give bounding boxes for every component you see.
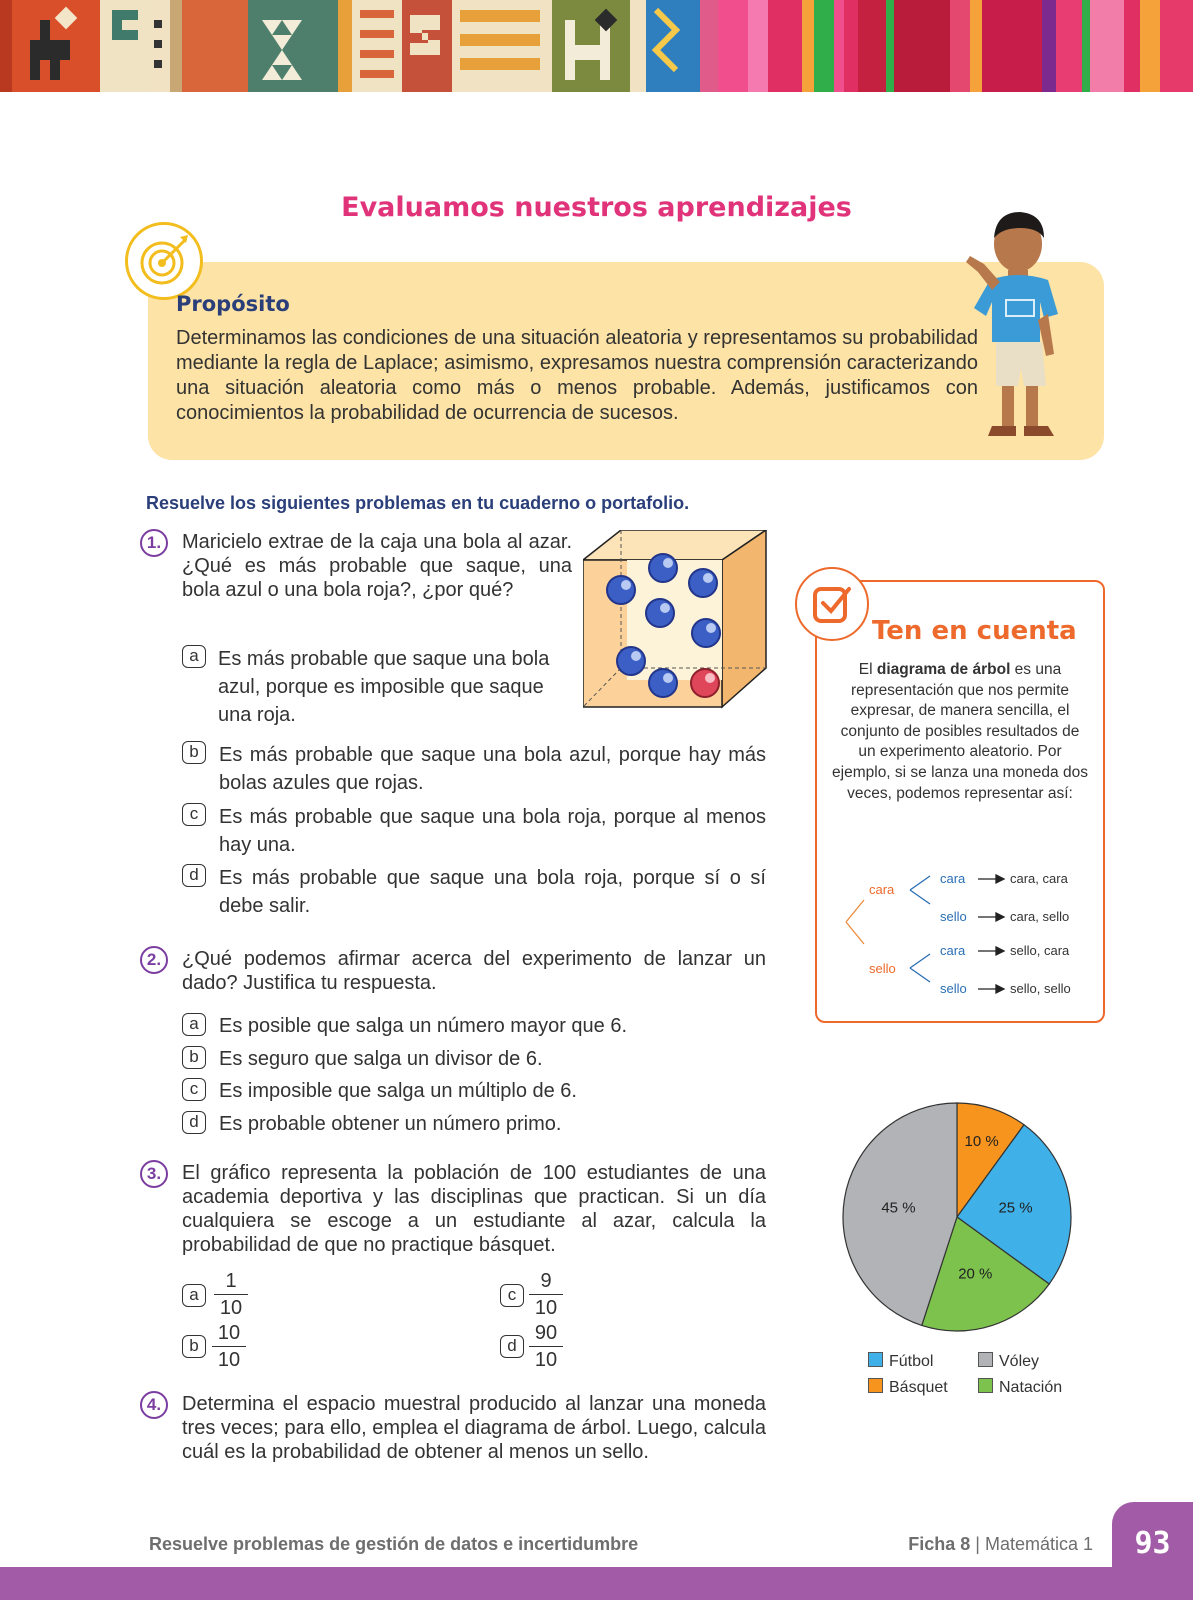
- option-2b: Es seguro que salga un divisor de 6.: [219, 1048, 543, 1070]
- question-number-4: 4.: [140, 1391, 168, 1419]
- legend-voley: [978, 1352, 1039, 1371]
- subject-label: Matemática 1: [984, 1534, 1093, 1554]
- numerator: 9: [540, 1270, 552, 1292]
- footer-separator: |: [970, 1534, 985, 1554]
- red-ball: [691, 669, 719, 697]
- tree-second-2: sello: [940, 909, 967, 924]
- blue-ball: [617, 647, 645, 675]
- pie-label-fútbol: 25 %: [998, 1199, 1033, 1217]
- question-number-1: 1.: [140, 529, 168, 557]
- tip-text-end: es una representación que nos permite expresar, de manera sencilla, el conjunto de posibles resultados de un experimento aleatorio. Por ejemplo, si se lanza una moneda dos veces, podemos representar así:: [832, 661, 1088, 802]
- blue-ball: [689, 569, 717, 597]
- fraction-3a: [214, 1269, 248, 1320]
- footer-competency: Resuelve problemas de gestión de datos e incertidumbre: [149, 1534, 639, 1554]
- option-letter-2a: a: [182, 1013, 206, 1036]
- option-letter-1a: a: [182, 645, 206, 668]
- question-1-text: Maricielo extrae de la caja una bola al azar. ¿Qué es más probable que saque, una bola azul o una bola roja?, ¿por qué?: [182, 531, 572, 601]
- textile-pattern-image: [0, 0, 1193, 92]
- legend-label: Vóley: [999, 1353, 1040, 1370]
- option-1b: Es más probable que saque una bola azul, porque hay más bolas azules que rojas.: [219, 744, 766, 794]
- option-letter-3a: a: [182, 1284, 206, 1307]
- blue-ball: [649, 669, 677, 697]
- legend-futbol: [868, 1352, 933, 1371]
- option-letter-2c: c: [182, 1078, 206, 1101]
- tip-text-start: El: [858, 661, 877, 678]
- tip-title: Ten en cuenta: [872, 616, 1077, 646]
- question-3-text: El gráfico representa la población de 100 estudiantes de una academia deportiva y las disciplinas que practican. Si un día cualquiera se escoge a un estudiante al azar, calcula la probabilidad de que no practique básquet.: [182, 1162, 766, 1256]
- tip-text: [832, 660, 1088, 804]
- option-2a: Es posible que salga un número mayor que 6.: [219, 1015, 628, 1037]
- option-1a: Es más probable que saque una bola azul, porque es imposible que saque una roja.: [218, 648, 550, 726]
- pie-label-básquet: 10 %: [964, 1133, 999, 1151]
- tree-first-1: cara: [869, 882, 895, 897]
- legend-swatch: [868, 1378, 883, 1393]
- denominator: 10: [219, 1297, 243, 1319]
- tree-first-2: sello: [869, 961, 896, 976]
- numerator: 90: [534, 1322, 558, 1344]
- footer-band: [0, 1567, 1193, 1600]
- blue-ball: [646, 599, 674, 627]
- option-letter-1b: b: [182, 741, 206, 764]
- legend-swatch: [978, 1378, 993, 1393]
- option-1c: Es más probable que saque una bola roja, porque al menos hay una.: [219, 806, 766, 856]
- option-letter-1c: c: [182, 803, 206, 826]
- student-illustration: [956, 210, 1096, 465]
- legend-label: Fútbol: [889, 1353, 934, 1370]
- tree-second-1: cara: [940, 871, 966, 886]
- sports-pie-chart: [840, 1100, 1090, 1355]
- denominator: 10: [534, 1297, 558, 1319]
- option-2d: Es probable obtener un número primo.: [219, 1113, 562, 1135]
- purpose-heading: Propósito: [176, 292, 290, 316]
- page-number: 93: [1134, 1526, 1171, 1561]
- target-icon: [125, 222, 203, 300]
- numerator: 10: [217, 1322, 241, 1344]
- question-number-3: 3.: [140, 1160, 168, 1188]
- legend-swatch: [868, 1352, 883, 1367]
- fraction-3d: [529, 1321, 563, 1372]
- legend-natacion: [978, 1378, 1062, 1397]
- tip-text-bold: diagrama de árbol: [876, 661, 1011, 678]
- purpose-text: Determinamos las condiciones de una situación aleatoria y representamos su probabilidad mediante la regla de Laplace; asimismo, expresamos nuestra comprensión caracterizando una situación aleatoria como más o menos probable. Además, justificamos con conocimientos la probabilidad de ocurrencia de sucesos.: [176, 327, 978, 424]
- legend-label: Natación: [999, 1379, 1063, 1396]
- question-number-2: 2.: [140, 946, 168, 974]
- tree-result-1: cara, cara: [1010, 871, 1068, 886]
- ball-box-illustration: [583, 530, 769, 715]
- option-letter-2b: b: [182, 1046, 206, 1069]
- tree-result-4: sello, sello: [1010, 981, 1071, 996]
- checklist-icon: [795, 567, 869, 641]
- fraction-3b: [212, 1321, 246, 1372]
- question-4-text: Determina el espacio muestral producido al lanzar una moneda tres veces; para ello, emplea el diagrama de árbol. Luego, calcula cuál es la probabilidad de obtener al menos un sello.: [182, 1393, 766, 1463]
- instructions: Resuelve los siguientes problemas en tu cuaderno o portafolio.: [146, 493, 690, 513]
- option-letter-3b: b: [182, 1335, 206, 1358]
- ficha-label: Ficha 8: [908, 1534, 971, 1554]
- denominator: 10: [217, 1349, 241, 1371]
- tree-second-4: sello: [940, 981, 967, 996]
- page-title: Evaluamos nuestros aprendizajes: [341, 192, 852, 223]
- option-letter-3d: d: [500, 1335, 524, 1358]
- legend-basquet: [868, 1378, 948, 1397]
- legend-label: Básquet: [889, 1379, 948, 1396]
- option-letter-3c: c: [500, 1284, 524, 1307]
- numerator: 1: [225, 1270, 237, 1292]
- tree-second-3: cara: [940, 943, 966, 958]
- option-letter-2d: d: [182, 1111, 206, 1134]
- tree-result-3: sello, cara: [1010, 943, 1070, 958]
- pie-label-natación: 20 %: [958, 1265, 993, 1283]
- blue-ball: [692, 619, 720, 647]
- fraction-3c: [529, 1269, 563, 1320]
- denominator: 10: [534, 1349, 558, 1371]
- question-2-text: ¿Qué podemos afirmar acerca del experimento de lanzar un dado? Justifica tu respuesta.: [182, 948, 766, 994]
- footer-ficha: [908, 1534, 1093, 1555]
- option-1d: Es más probable que saque una bola roja, porque sí o sí debe salir.: [219, 867, 766, 917]
- option-letter-1d: d: [182, 864, 206, 887]
- legend-swatch: [978, 1352, 993, 1367]
- tree-diagram: [830, 866, 1090, 1001]
- tree-result-2: cara, sello: [1010, 909, 1070, 924]
- textile-banner: [0, 0, 1193, 92]
- pie-label-vóley: 45 %: [881, 1199, 916, 1217]
- blue-ball: [649, 554, 677, 582]
- blue-ball: [607, 576, 635, 604]
- option-2c: Es imposible que salga un múltiplo de 6.: [219, 1080, 577, 1102]
